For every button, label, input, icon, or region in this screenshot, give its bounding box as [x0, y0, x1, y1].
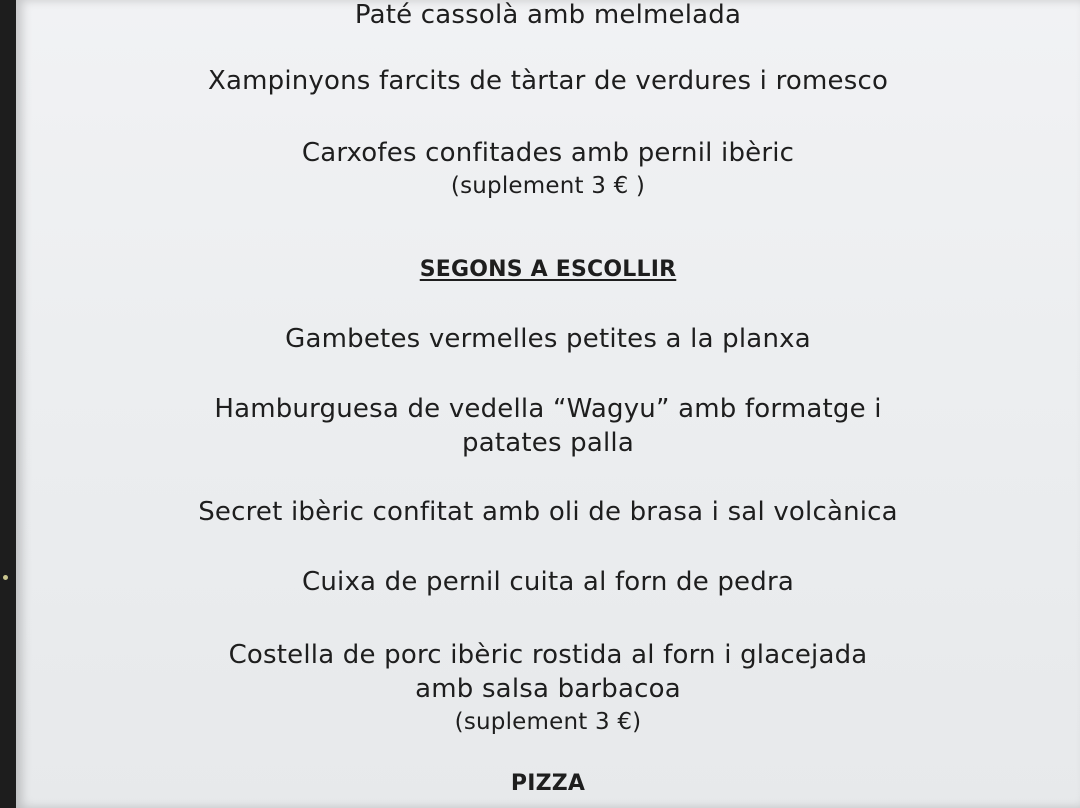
section-heading-segons: SEGONS A ESCOLLIR — [419, 257, 677, 282]
dish-costella-line-1: Costella de porc ibèric rostida al forn i glacejada — [228, 640, 868, 670]
menu-page — [16, 0, 1080, 808]
dish-hamburguesa-line-2: patates palla — [462, 428, 634, 458]
dust-speck — [3, 575, 8, 580]
dish-pate: Paté cassolà amb melmelada — [354, 0, 742, 30]
dish-hamburguesa-line-1: Hamburguesa de vedella “Wagyu” amb formatge i — [214, 394, 882, 424]
dish-secret: Secret ibèric confitat amb oli de brasa i sal volcànica — [198, 497, 898, 527]
dish-carxofes-supplement: (suplement 3 € ) — [450, 173, 646, 199]
dish-gambetes: Gambetes vermelles petites a la planxa — [285, 324, 811, 354]
dish-xampinyons: Xampinyons farcits de tàrtar de verdures i romesco — [207, 66, 889, 96]
dish-carxofes: Carxofes confitades amb pernil ibèric — [301, 138, 795, 168]
section-heading-pizza: PIZZA — [510, 771, 586, 796]
dish-costella-line-2: amb salsa barbacoa — [415, 674, 681, 704]
dish-costella-supplement: (suplement 3 €) — [454, 709, 642, 735]
dish-cuixa: Cuixa de pernil cuita al forn de pedra — [302, 567, 794, 597]
